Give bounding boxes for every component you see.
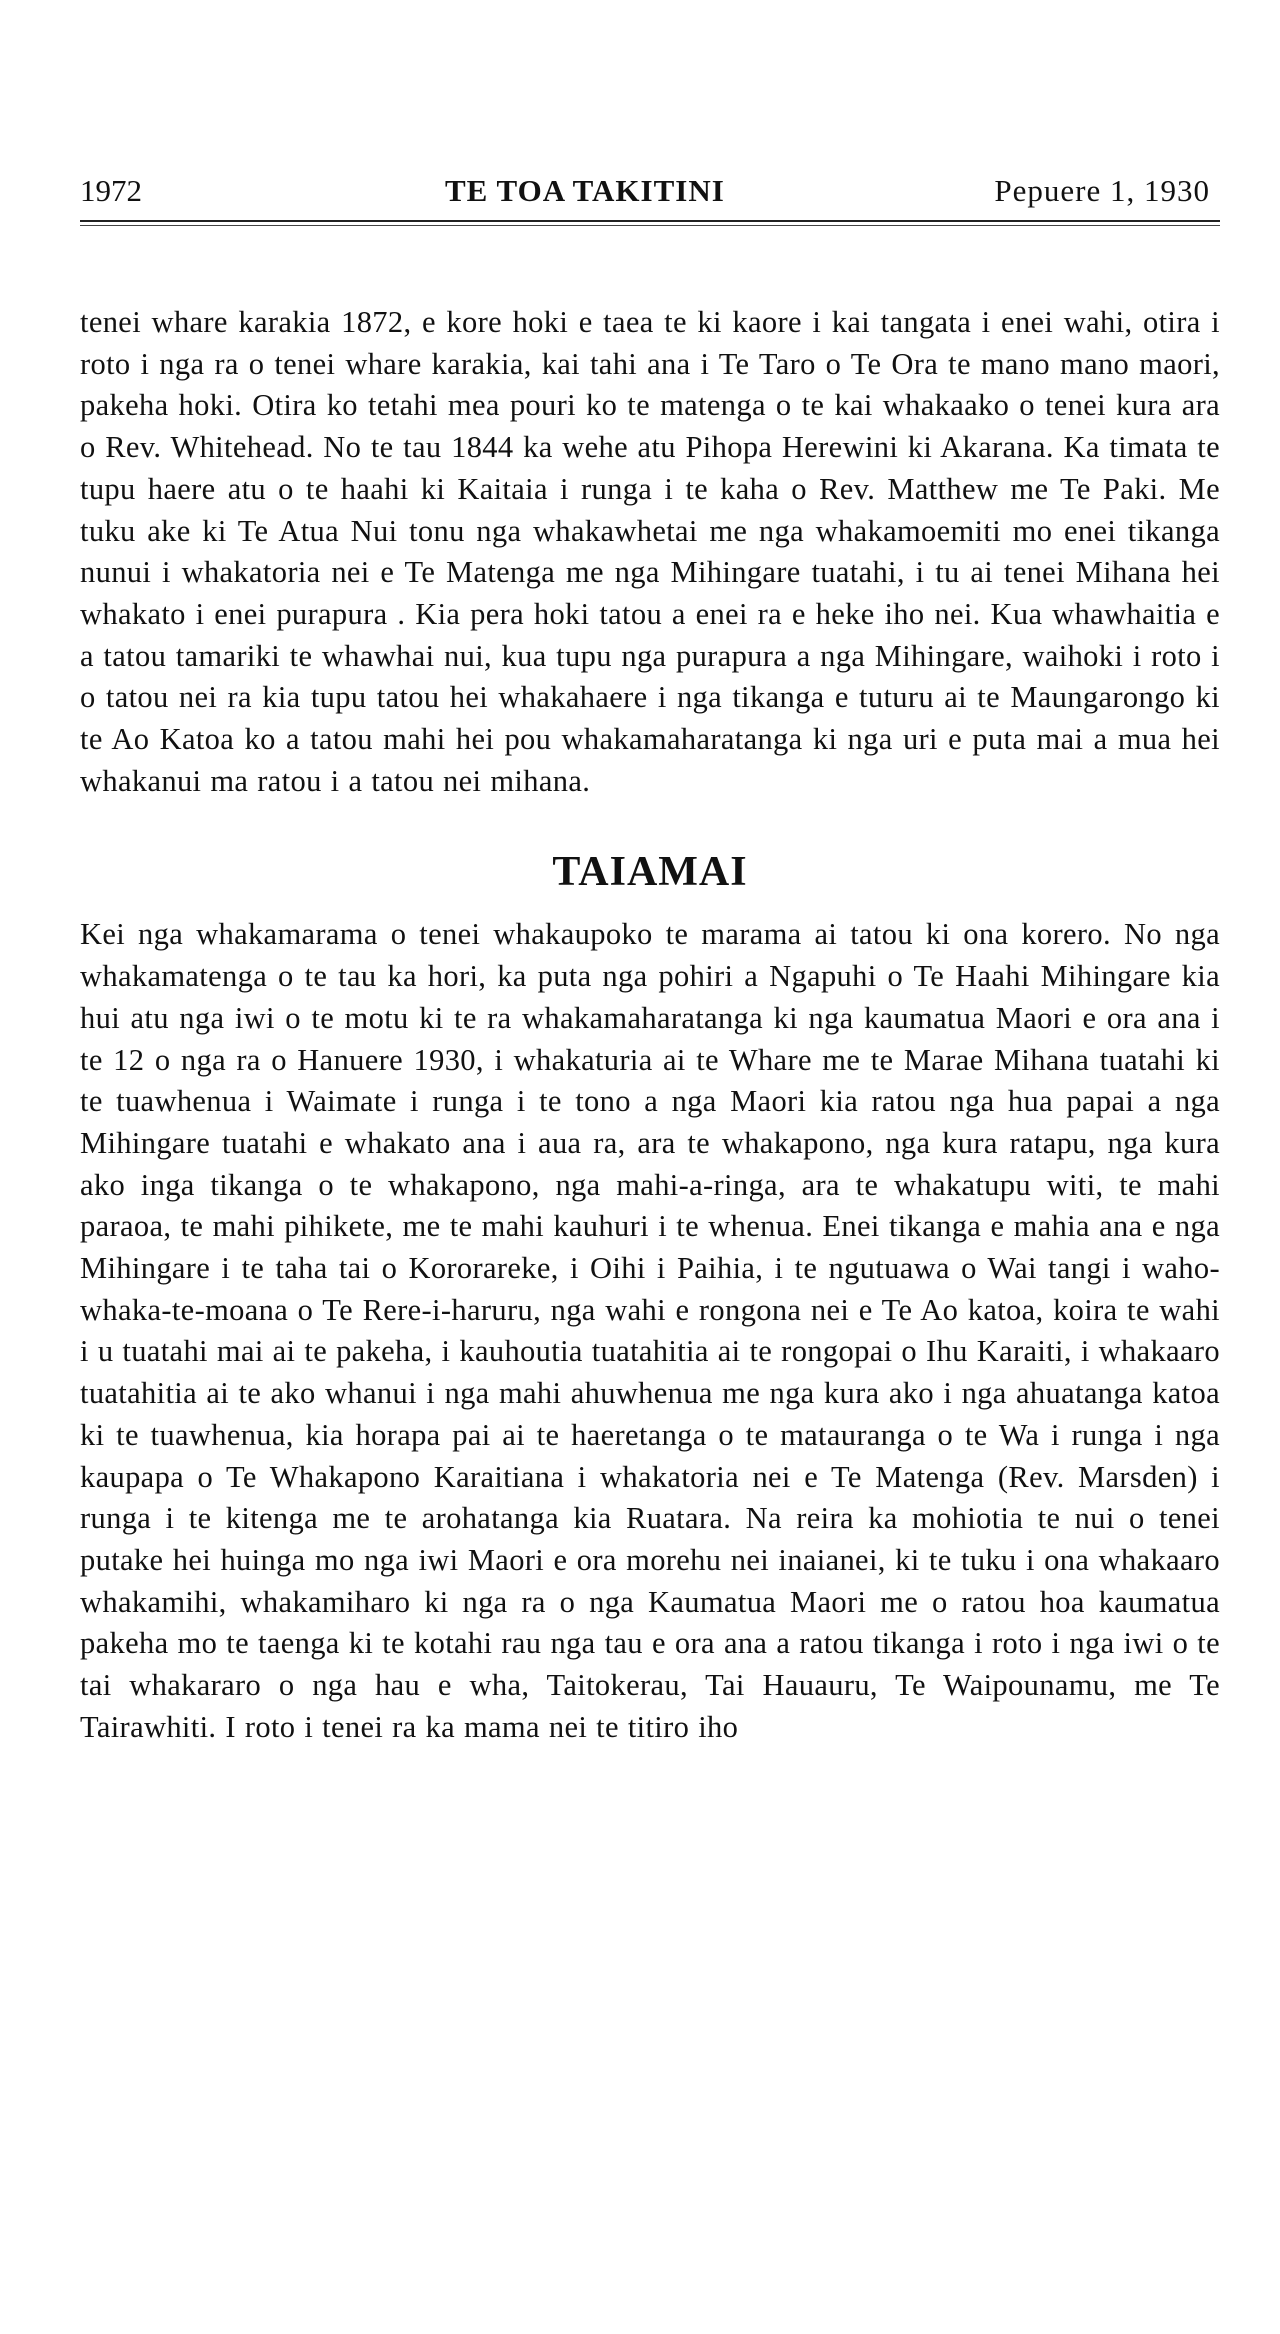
body-paragraph-2: Kei nga whakamarama o tenei whakaupoko te marama ai tatou ki ona korero. No nga whakamatenga o te tau ka hori, ka puta nga pohiri a Ngapuhi o Te Haahi Mihingare kia hui atu nga iwi o te motu ki te ra whakamaharatanga ki nga kaumatua Maori e ora ana i te 12 o nga ra o Hanuere 1930, i whakaturia ai te Whare me te Marae Mihana tuatahi ki te tuawhenua i Waimate i runga i te tono a nga Maori kia ratou nga hua papai a nga Mihingare tuatahi e whakato ana i aua ra, ara te whakapono, nga kura ratapu, nga kura ako inga tikanga o te whakapono, nga mahi-a-ringa, ara te whakatupu witi, te mahi paraoa, te mahi pihikete, me te mahi kauhuri i te whenua. Enei tikanga e mahia ana e nga Mihingare i te taha tai o Kororareke, i Oihi i Paihia, i te ngutuawa o Wai tangi i waho-whaka-te-moana o Te Rere-i-haruru, nga wahi e rongona nei e Te Ao katoa, koira te wahi i u tuatahi mai ai te pakeha, i kauhoutia tuatahitia ai te rongopai o Ihu Karaiti, i whakaaro tuatahitia ai te ako whanui i nga mahi ahuwhenua me nga kura ako i nga ahuatanga katoa ki te tuawhenua, kia horapa pai ai te haeretanga o te matauranga o te Wa i runga i nga kaupapa o Te Whakapono Karaitiana i whakatoria nei e Te Matenga (Rev. Marsden) i runga i te kitenga me te arohatanga kia Ruatara. Na reira ka mohiotia te nui o tenei putake hei huinga mo nga iwi Maori e ora morehu nei inaianei, ki te tuku i ona whakaaro whakamihi, whakamiharo ki nga ra o nga Kaumatua Maori me o ratou hoa kaumatua pakeha mo te taenga ki te kotahi rau nga tau e ora ana a ratou tikanga i roto i nga iwi o te tai whakararo o nga hau e wha, Taitokerau, Tai Hauauru, Te Waipounamu, me Te Tairawhiti. I roto i tenei ra ka mama nei te titiro iho	[80, 917, 1220, 1744]
body-paragraph-1: tenei whare karakia 1872, e kore hoki e taea te ki kaore i kai tangata i enei wahi, otira i roto i nga ra o tenei whare karakia, kai tahi ana i Te Taro o Te Ora te mano mano maori, pakeha hoki. Otira ko tetahi mea pouri ko te matenga o te kai whakaako o tenei kura ara o Rev. Whitehead. No te tau 1844 ka wehe atu Pihopa Herewini ki Akarana. Ka timata te tupu haere atu o te haahi ki Kaitaia i runga i te kaha o Rev. Matthew me Te Paki. Me tuku ake ki Te Atua Nui tonu nga whakawhetai me nga whakamoemiti mo enei tikanga nunui i whakatoria nei e Te Matenga me nga Mihingare tuatahi, i tu ai tenei Mihana hei whakato i enei purapura . Kia pera hoki tatou a enei ra e heke iho nei. Kua whawhaitia e a tatou tamariki te whawhai nui, kua tupu nga purapura a nga Mihingare, waihoki i roto i o tatou nei ra kia tupu tatou hei whakahaere i nga tikanga e tuturu ai te Maungarongo ki te Ao Katoa ko a tatou mahi hei pou whakamaharatanga ki nga uri e puta mai a mua hei whakanui ma ratou i a tatou nei mihana.	[80, 305, 1220, 798]
header-rule	[80, 220, 1220, 226]
running-header	[80, 170, 1220, 212]
document-page	[80, 170, 1220, 1749]
issue-date: Pepuere 1, 1930	[994, 173, 1210, 208]
publication-title: TE TOA TAKITINI	[445, 173, 725, 208]
page-number: 1972	[80, 173, 142, 208]
section-heading: TAIAMAI	[552, 849, 748, 896]
